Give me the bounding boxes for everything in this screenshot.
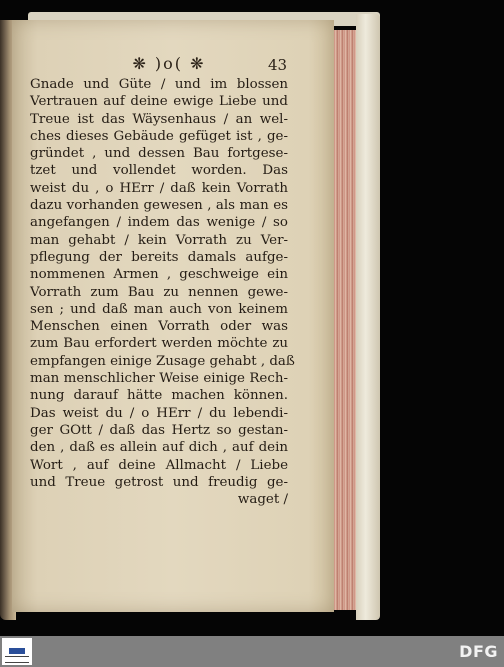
text-line: Vorrath zum Bau zu nennen gewe- <box>30 284 288 300</box>
text-line: man gehabt / kein Vorrath zu Ver- <box>30 232 288 248</box>
text-line: empfangen einige Zusage gehabt , daß <box>30 353 295 369</box>
text-line: pflegung der bereits damals aufge- <box>30 249 288 265</box>
text-line: dazu vorhanden gewesen , als man es <box>30 198 288 214</box>
text-line: Wort , auf deine Allmacht / Liebe <box>30 457 288 473</box>
header-ornament: ❋ )o( ❋ <box>132 54 206 73</box>
text-line: weist du , o HErr / daß kein Vorrath <box>30 180 288 196</box>
page-stack-edge <box>334 30 358 610</box>
library-logo-mark <box>9 648 25 654</box>
text-line: waget / <box>237 492 288 508</box>
text-line: nung darauf hätte machen können. <box>30 388 288 404</box>
text-line: angefangen / indem das wenige / so <box>30 215 288 231</box>
text-line: Das weist du / o HErr / du lebendi- <box>30 405 288 421</box>
text-line: Vertrauen auf deine ewige Liebe und <box>30 94 288 110</box>
text-line: tzet und vollendet worden. Das <box>30 163 288 179</box>
text-line: gründet , und dessen Bau fortgese- <box>30 146 288 162</box>
text-line: und Treue getrost und freudig ge- <box>30 474 288 490</box>
text-line: zum Bau erfordert werden möchte zu <box>30 336 288 352</box>
text-line: man menschlicher Weise einige Rech- <box>30 371 288 387</box>
text-line: sen ; und daß man auch von keinem <box>30 301 288 317</box>
page-number: 43 <box>268 56 288 74</box>
text-line: den , daß es allein auf dich , auf dein <box>30 440 288 456</box>
page-text <box>30 76 295 508</box>
text-line: Gnade und Güte / und im blossen <box>30 77 288 92</box>
library-logo-lines <box>5 656 29 663</box>
text-line: nommenen Armen , geschweige ein <box>30 267 288 283</box>
text-line: ger GOtt / daß das Hertz so gestan- <box>30 422 288 438</box>
book-cover-right <box>356 14 380 620</box>
library-logo[interactable] <box>2 638 32 665</box>
text-line: ches dieses Gebäude gefüget ist , ge- <box>30 128 288 144</box>
text-line: Menschen einen Vorrath oder was <box>30 319 288 335</box>
text-line: Treue ist das Wäysenhaus / an wel- <box>30 111 288 127</box>
footer-bar <box>0 636 504 667</box>
dfg-logo[interactable]: DFG <box>459 642 498 661</box>
